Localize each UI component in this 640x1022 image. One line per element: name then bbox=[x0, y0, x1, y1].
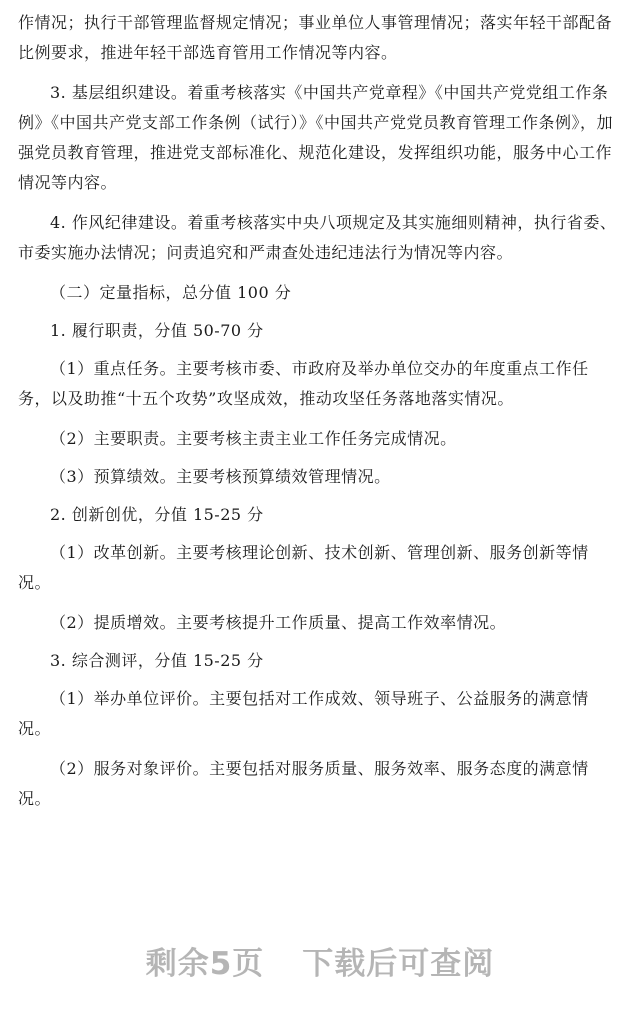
download-to-view-text: 下载后可查阅 bbox=[302, 946, 495, 982]
paragraph: 3. 基层组织建设。着重考核落实《中国共产党章程》《中国共产党党组工作条例》《中国共产党支部工作条例（试行）》《中国共产党党员教育管理工作条例》，加强党员教育管理，推进党支部标准化、规范化建设，发挥组织功能，服务中心工作情况等内容。 bbox=[18, 83, 614, 192]
remaining-pages-text: 剩余5页 bbox=[145, 946, 265, 982]
paragraph: （2）服务对象评价。主要包括对服务质量、服务效率、服务态度的满意情况。 bbox=[18, 759, 589, 808]
paragraph: （1）改革创新。主要考核理论创新、技术创新、管理创新、服务创新等情况。 bbox=[18, 543, 589, 592]
paragraph: （2）主要职责。主要考核主责主业工作任务完成情况。 bbox=[50, 429, 457, 448]
subsection-heading: 3. 综合测评，分值 15-25 分 bbox=[50, 651, 264, 670]
paragraph: （2）提质增效。主要考核提升工作质量、提高工作效率情况。 bbox=[50, 613, 507, 632]
paragraph: 作情况；执行干部管理监督规定情况；事业单位人事管理情况；落实年轻干部配备比例要求，推进年轻干部选育管用工作情况等内容。 bbox=[18, 13, 613, 62]
subsection-heading: 1. 履行职责，分值 50-70 分 bbox=[50, 321, 264, 340]
paragraph: （1）重点任务。主要考核市委、市政府及举办单位交办的年度重点工作任务，以及助推“十五个攻势”攻坚成效，推动攻坚任务落地落实情况。 bbox=[18, 359, 589, 408]
subsection-heading: 2. 创新创优，分值 15-25 分 bbox=[50, 505, 264, 524]
document-body bbox=[18, 0, 618, 824]
paragraph: （1）举办单位评价。主要包括对工作成效、领导班子、公益服务的满意情况。 bbox=[18, 689, 589, 738]
remaining-pages-banner[interactable] bbox=[0, 938, 640, 983]
section-heading: （二）定量指标，总分值 100 分 bbox=[50, 283, 292, 302]
paragraph: 4. 作风纪律建设。着重考核落实中央八项规定及其实施细则精神，执行省委、市委实施办法情况；问责追究和严肃查处违纪违法行为情况等内容。 bbox=[18, 213, 617, 262]
paragraph: （3）预算绩效。主要考核预算绩效管理情况。 bbox=[50, 467, 391, 486]
